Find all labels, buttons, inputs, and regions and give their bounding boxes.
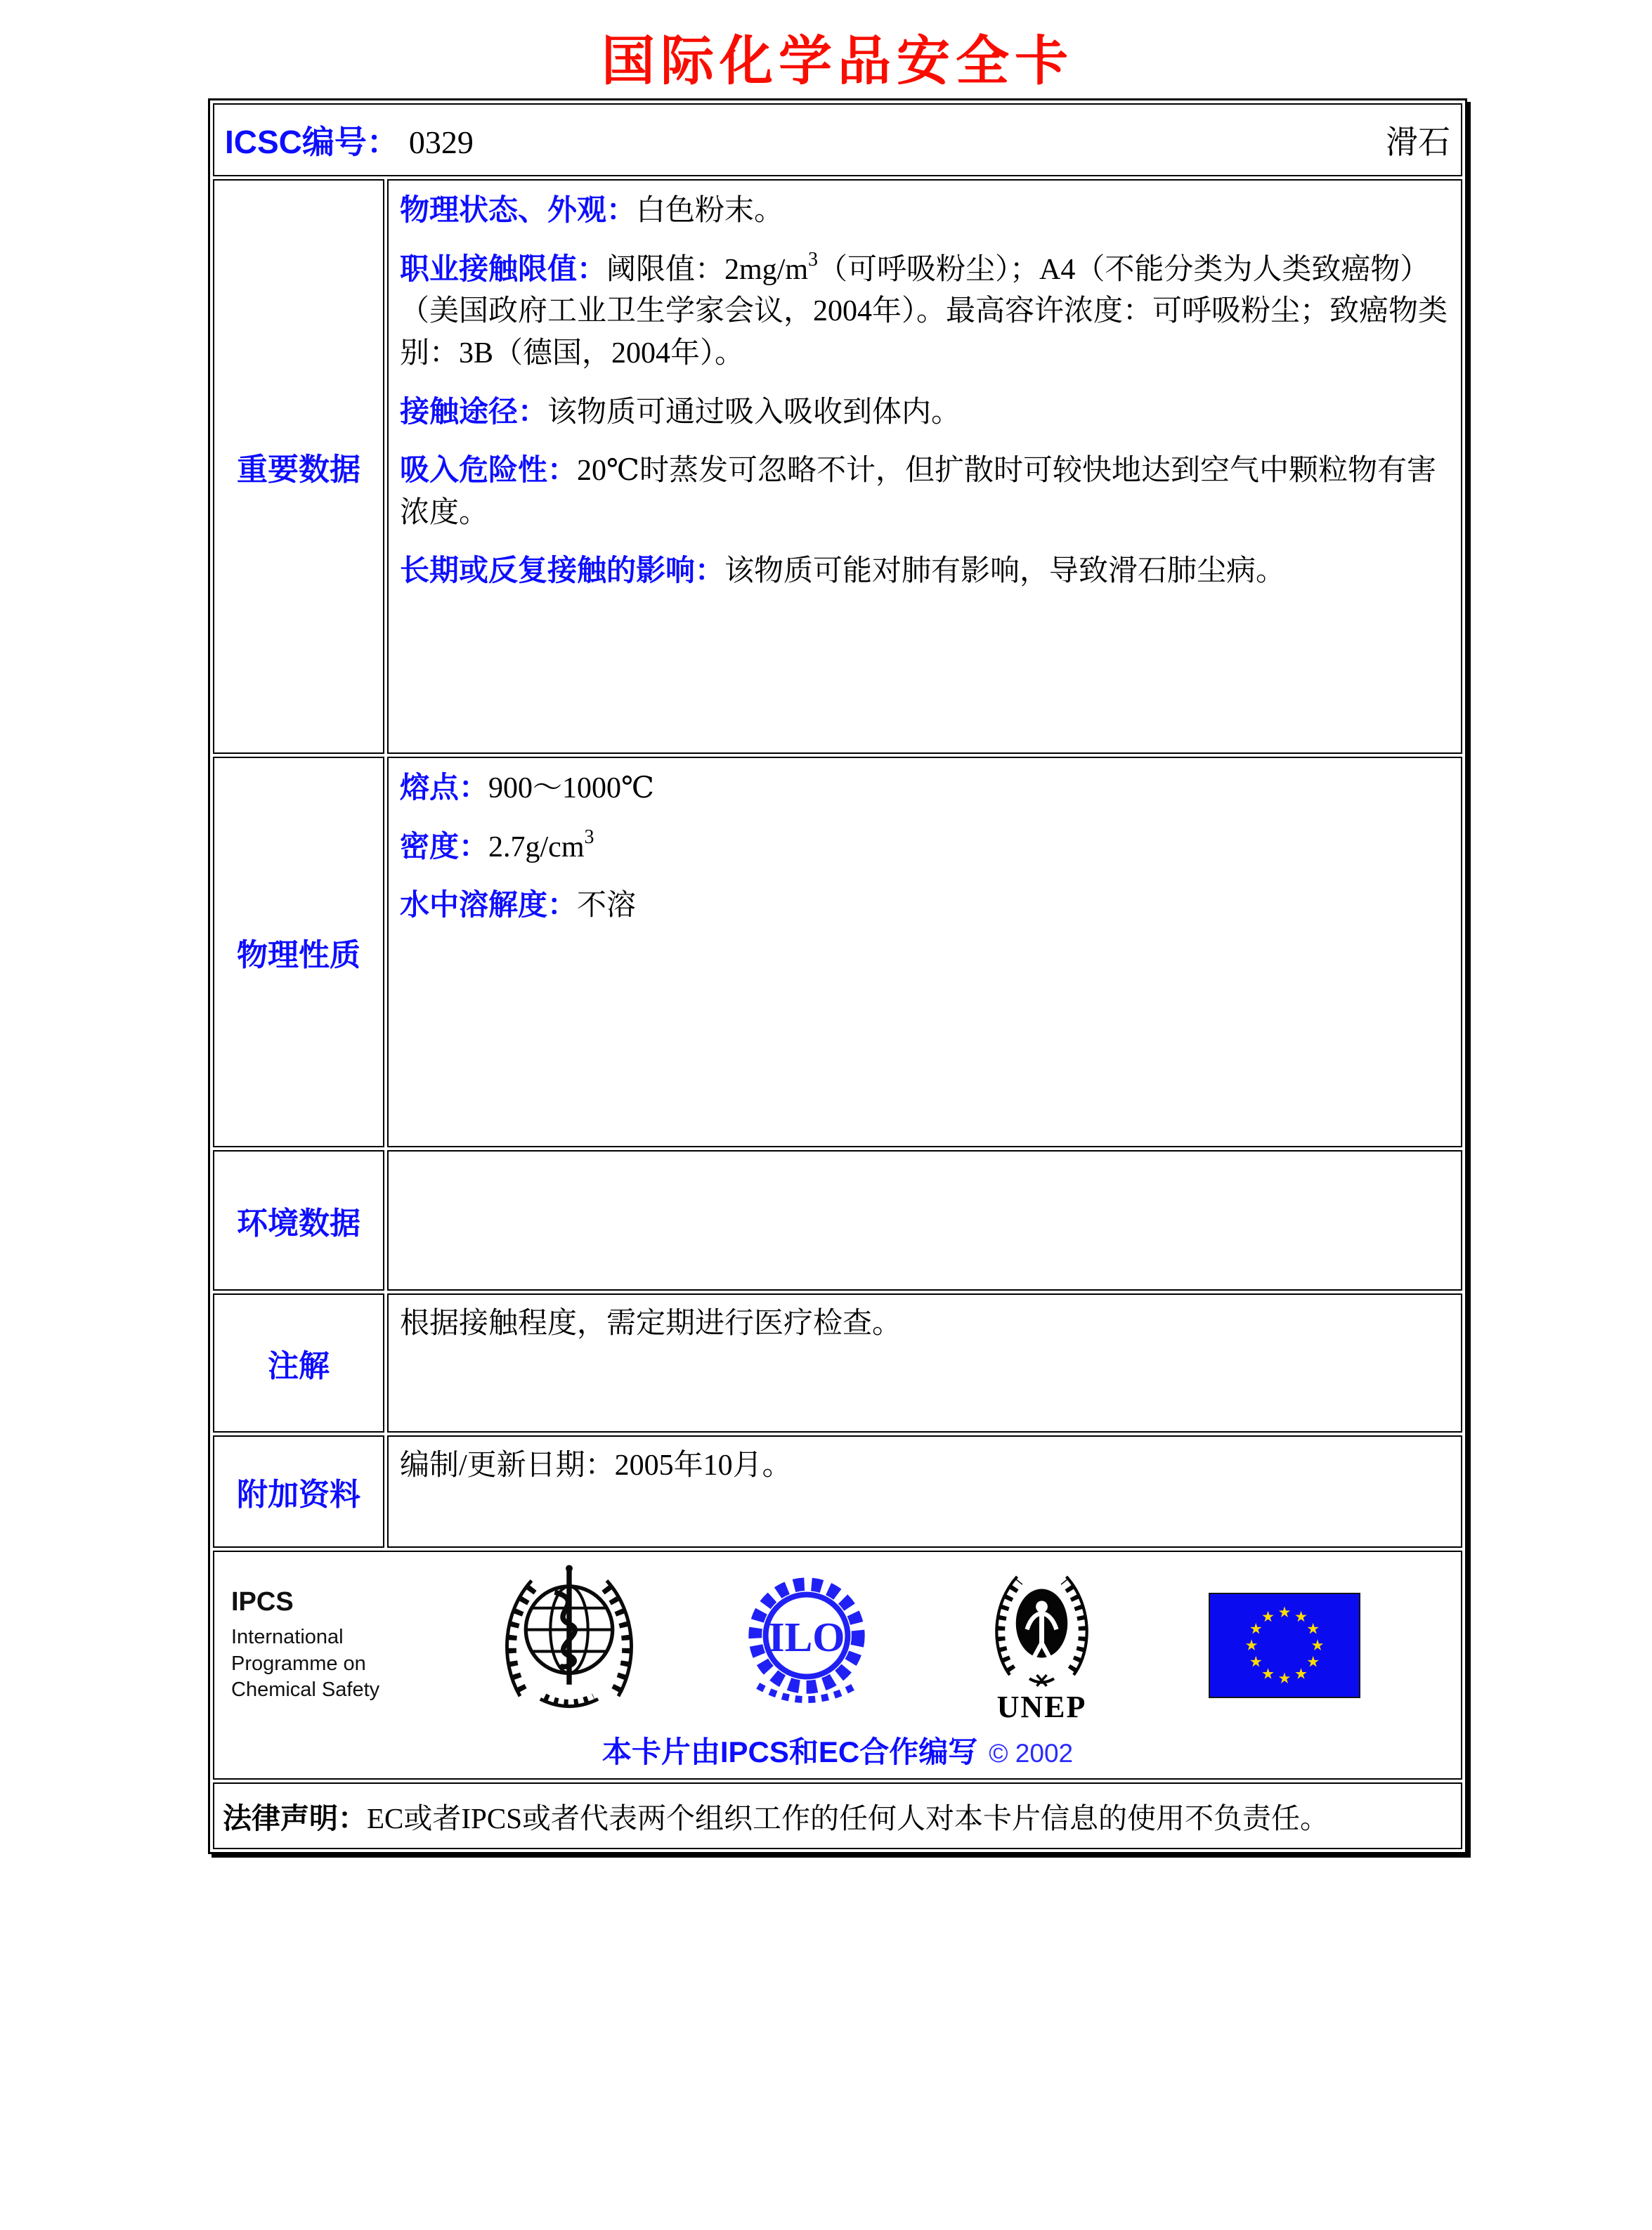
field-label: 吸入危险性：: [400, 453, 578, 487]
field-label: 熔点：: [400, 771, 489, 804]
footer-row: [213, 1551, 1462, 1780]
legal-notice-cell: [213, 1782, 1462, 1849]
footer-cell: [213, 1551, 1462, 1780]
field-value-pre: 2.7g/cm: [488, 830, 585, 863]
legal-notice-label: 法律声明：: [223, 1802, 367, 1834]
field-label: 职业接触限值：: [400, 252, 607, 285]
physical-properties-content: [387, 757, 1462, 1147]
field-value: 白色粉末。: [636, 195, 784, 227]
field-density: [400, 826, 1450, 869]
icsc-card-table: [208, 98, 1467, 1854]
notes-content: 根据接触程度，需定期进行医疗检查。: [387, 1293, 1462, 1433]
field-label: 接触途径：: [400, 394, 548, 428]
unep-logo-icon: [980, 1562, 1103, 1690]
field-physical-state-appearance: [400, 189, 1450, 233]
physical-properties-row: [213, 757, 1462, 1147]
copyright-text: © 2002: [989, 1739, 1074, 1768]
field-value-post: （可呼吸粉尘）；A4（不能分类为人类致癌物）（美国政府工业卫生学家会议，2004年）。最高容许浓度：可呼吸粉尘；致癌物类别：3B（德国，2004年）。: [400, 253, 1448, 370]
field-value: 该物质可通过吸入吸收到体内。: [547, 396, 961, 429]
field-value: 不溶: [577, 889, 637, 922]
cooperation-tagline: [231, 1729, 1444, 1771]
ipcs-text-block: [231, 1562, 442, 1704]
superscript-3: 3: [808, 248, 819, 270]
additional-info-content: 编制/更新日期：2005年10月。: [387, 1435, 1462, 1548]
unep-logo-block: [980, 1562, 1103, 1725]
unep-caption: UNEP: [996, 1690, 1087, 1724]
legal-notice-row: [213, 1782, 1462, 1849]
section-label-environmental-data: 环境数据: [213, 1150, 384, 1291]
field-label: 长期或反复接触的影响：: [400, 554, 725, 587]
field-value: 900～1000℃: [488, 772, 654, 804]
page-title: 国际化学品安全卡: [601, 32, 1074, 91]
field-long-term-exposure-effects: [400, 549, 1450, 593]
notes-row: [213, 1293, 1462, 1433]
logo-row: [231, 1562, 1444, 1725]
legal-notice-text: EC或者IPCS或者代表两个组织工作的任何人对本卡片信息的使用不负责任。: [367, 1802, 1329, 1834]
ipcs-line: Chemical Safety: [231, 1678, 380, 1702]
field-label: 密度：: [400, 829, 489, 863]
section-label-additional-info: 附加资料: [213, 1435, 384, 1548]
icsc-number-field: [225, 117, 474, 163]
field-occupational-exposure-limits: [400, 248, 1450, 375]
field-routes-of-exposure: [400, 391, 1450, 434]
who-logo-icon: [497, 1563, 642, 1716]
icsc-number-value: 0329: [408, 124, 474, 160]
field-value: 该物质可能对肺有影响，导致滑石肺尘病。: [724, 555, 1286, 588]
card-header-row: [213, 103, 1462, 176]
ipcs-line: Programme on: [231, 1652, 366, 1675]
section-label-notes: 注解: [213, 1293, 384, 1433]
ipcs-line: International: [231, 1626, 344, 1648]
ipcs-title: IPCS: [231, 1587, 294, 1617]
environmental-data-row: [213, 1150, 1462, 1291]
field-value-pre: 阈限值：2mg/m: [606, 253, 809, 286]
field-melting-point: [400, 767, 1450, 810]
superscript-3: 3: [584, 826, 594, 848]
important-data-row: [213, 179, 1462, 754]
tagline-text: 本卡片由IPCS和EC合作编写: [601, 1735, 978, 1768]
field-water-solubility: [400, 884, 1450, 927]
additional-info-row: [213, 1435, 1462, 1548]
ilo-letters: ILO: [768, 1613, 845, 1660]
field-label: 物理状态、外观：: [400, 193, 637, 226]
card-header-cell: [213, 103, 1462, 176]
icsc-number-label: ICSC编号：: [225, 124, 399, 160]
eu-flag-icon: [1209, 1593, 1360, 1698]
field-value: 20℃时蒸发可忽略不计，但扩散时可较快地达到空气中颗粒物有害浓度。: [400, 455, 1437, 529]
environmental-data-content: [387, 1150, 1462, 1291]
important-data-content: [387, 179, 1462, 754]
field-label: 水中溶解度：: [400, 888, 578, 922]
ilo-logo-icon: [737, 1569, 876, 1708]
section-label-physical-properties: 物理性质: [213, 757, 384, 1147]
section-label-important-data: 重要数据: [213, 179, 384, 754]
substance-name: 滑石: [1386, 124, 1450, 160]
field-inhalation-risk: [400, 449, 1450, 534]
